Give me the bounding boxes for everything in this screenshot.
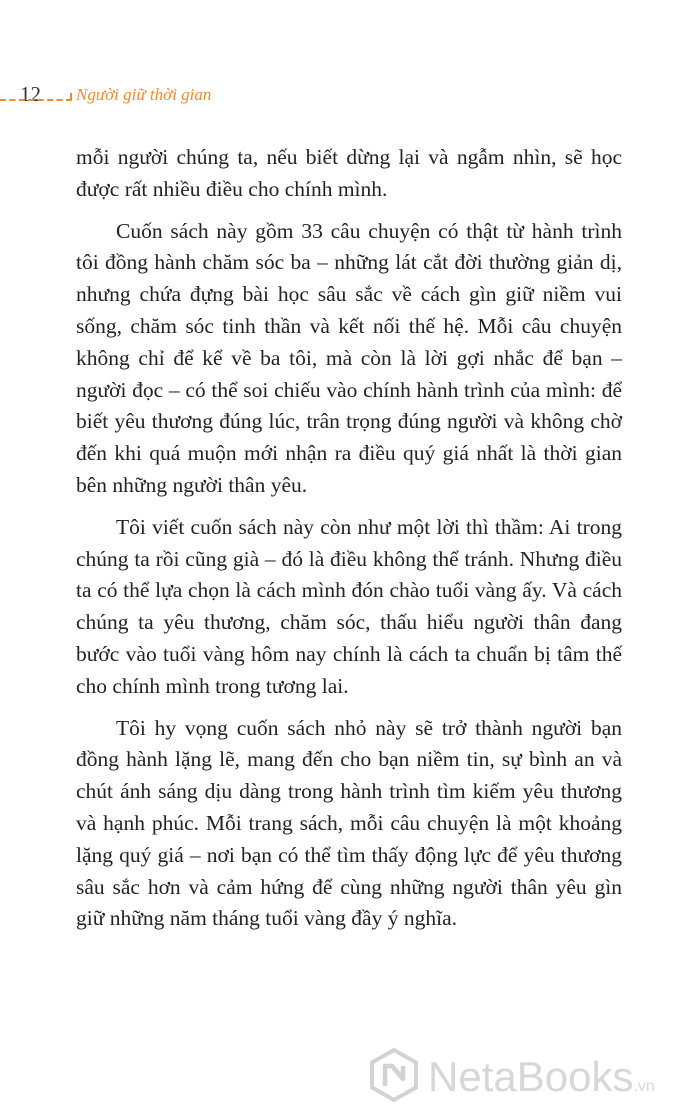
paragraph-3: Tôi viết cuốn sách này còn như một lời thì thầm: Ai trong chúng ta rồi cũng già – đó là điều không thể tránh. Nhưng điều ta có thể lựa chọn là cách mình đón chào tuổi vàng ấy. Và cách chúng ta yêu thương, chăm sóc, thấu hiểu người thân đang bước vào tuổi vàng hôm nay chính là cách ta chuẩn bị tâm thế cho chính mình trong tương lai. (76, 514, 622, 698)
page-number: 12 (20, 82, 41, 106)
header-rule-tick (70, 93, 72, 101)
header-dashed-rule (0, 99, 72, 101)
watermark-suffix: .vn (633, 1078, 655, 1095)
body-text (76, 142, 622, 945)
watermark-name: NetaBooks (428, 1053, 634, 1100)
running-title: Người giữ thời gian (76, 85, 212, 104)
netabooks-logo-icon (366, 1047, 422, 1103)
watermark (366, 1047, 696, 1107)
paragraph-1: mỗi người chúng ta, nếu biết dừng lại và ngẫm nhìn, sẽ học được rất nhiều điều cho chính mình. (76, 145, 622, 201)
watermark-text (428, 1055, 655, 1109)
paragraph-4: Tôi hy vọng cuốn sách nhỏ này sẽ trở thành người bạn đồng hành lặng lẽ, mang đến cho bạn niềm tin, sự bình an và chút ánh sáng dịu dàng trong hành trình tìm kiếm yêu thương và hạnh phúc. Mỗi trang sách, mỗi câu chuyện là một khoảng lặng quý giá – nơi bạn có thể tìm thấy động lực để yêu thương sâu sắc hơn và cảm hứng để cùng những người thân yêu gìn giữ những năm tháng tuổi vàng đầy ý nghĩa. (76, 715, 622, 931)
paragraph-2: Cuốn sách này gồm 33 câu chuyện có thật từ hành trình tôi đồng hành chăm sóc ba – những lát cắt đời thường giản dị, nhưng chứa đựng bài học sâu sắc về cách gìn giữ niềm vui sống, chăm sóc tinh thần và kết nối thế hệ. Mỗi câu chuyện không chỉ để kể về ba tôi, mà còn là lời gợi nhắc để bạn – người đọc – có thể soi chiếu vào chính hành trình của mình: để biết yêu thương đúng lúc, trân trọng đúng người và không chờ đến khi quá muộn mới nhận ra điều quý giá nhất là thời gian bên những người thân yêu. (76, 218, 622, 497)
